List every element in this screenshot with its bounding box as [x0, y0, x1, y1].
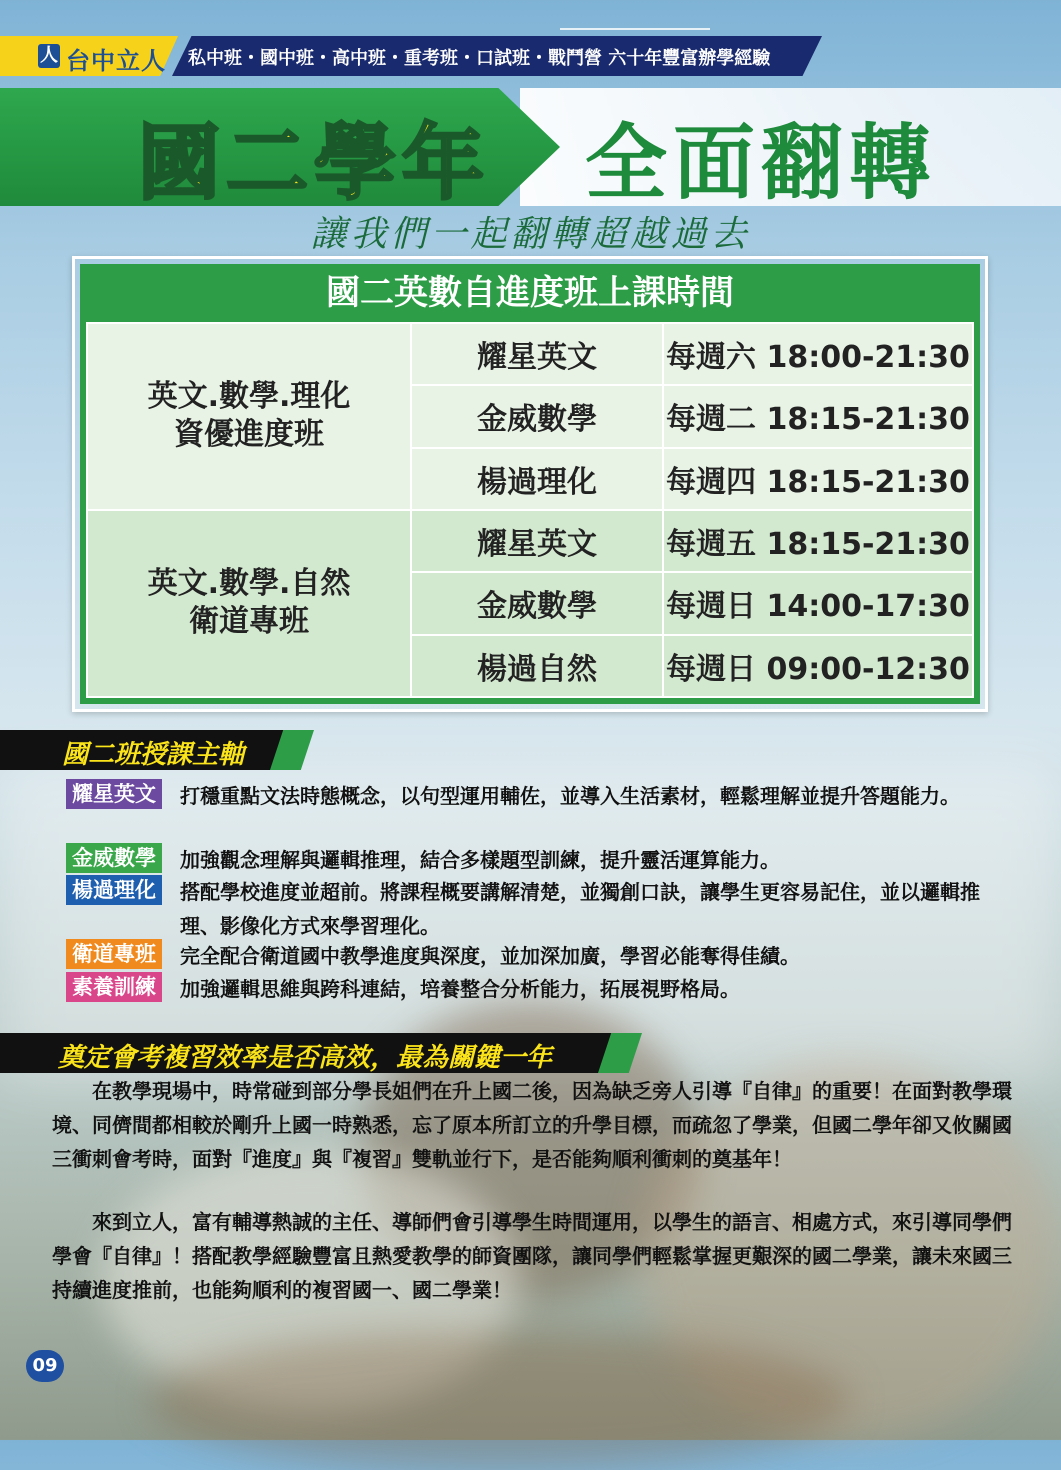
top-banner	[0, 36, 830, 76]
table-row	[87, 510, 973, 572]
time-cell: 每週日 14:00-17:30	[663, 572, 973, 634]
schedule-title: 國二英數自進度班上課時間	[326, 273, 734, 313]
person-icon: 人	[40, 45, 58, 66]
section1-heading: 國二班授課主軸	[62, 740, 245, 770]
section2-heading: 奠定會考複習效率是否高效，最為關鍵一年	[58, 1043, 553, 1073]
group-name-line1: 英文.數學.自然	[147, 566, 351, 602]
item-text: 搭配學校進度並超前。將課程概要講解清楚，並獨創口訣，讓學生更容易記住，並以邏輯推理、影像化方式來學習理化。	[180, 880, 980, 938]
subject-cell: 耀星英文	[411, 323, 663, 385]
subject-cell: 耀星英文	[411, 510, 663, 572]
subject-tag: 耀星英文	[66, 779, 162, 809]
subject-tag: 衛道專班	[66, 939, 162, 969]
subject-cell: 楊過理化	[411, 448, 663, 510]
item-text: 加強觀念理解與邏輯推理，結合多樣題型訓練，提升靈活運算能力。	[180, 848, 780, 872]
time-cell: 每週四 18:15-21:30	[663, 448, 973, 510]
paragraph: 在教學現場中，時常碰到部分學長姐們在升上國二後，因為缺乏旁人引導『自律』的重要！在面對教學環境、同儕間都相較於剛升上國一時熟悉，忘了原本所訂立的升學目標，而疏忽了學業，但國二學年卻又攸關國三衝刺會考時，面對『進度』與『複習』雙軌並行下，是否能夠順利衝刺的奠基年！	[52, 1079, 1012, 1171]
subject-cell: 金威數學	[411, 385, 663, 447]
subject-tag: 素養訓練	[66, 972, 162, 1002]
title-left: 國二學年	[138, 116, 491, 211]
subtitle: 讓我們一起翻轉超越過去	[310, 214, 751, 255]
subject-tag: 金威數學	[66, 843, 162, 873]
brand-name: 台中立人	[66, 46, 166, 75]
group-name-line1: 英文.數學.理化	[147, 379, 351, 415]
time-cell: 每週五 18:15-21:30	[663, 510, 973, 572]
page-number: 09	[26, 1350, 64, 1382]
time-cell: 每週二 18:15-21:30	[663, 385, 973, 447]
title-banner	[0, 88, 1061, 211]
subject-tag: 楊過理化	[66, 875, 162, 905]
title-right: 全面翻轉	[585, 116, 938, 211]
group-name	[87, 323, 411, 510]
time-cell: 每週六 18:00-21:30	[663, 323, 973, 385]
slogan: 私中班・國中班・高中班・重考班・口試班・戰鬥營 六十年豐富辦學經驗	[188, 48, 771, 69]
paragraph: 來到立人，富有輔導熱誠的主任、導師們會引導學生時間運用，以學生的語言、相處方式，來引導同學們學會『自律』！搭配教學經驗豐富且熱愛教學的師資團隊，讓同學們輕鬆掌握更艱深的國二學業，讓未來國三持續進度推前，也能夠順利的複習國一、國二學業！	[52, 1210, 1012, 1302]
group-name	[87, 510, 411, 697]
background-photo-table	[150, 1330, 850, 1470]
group-name-line2: 衛道專班	[189, 604, 309, 640]
item-text: 加強邏輯思維與跨科連結，培養整合分析能力，拓展視野格局。	[180, 977, 740, 1001]
table-row	[87, 323, 973, 385]
item-text: 打穩重點文法時態概念，以句型運用輔佐，並導入生活素材，輕鬆理解並提升答題能力。	[180, 784, 960, 808]
subject-cell: 楊過自然	[411, 635, 663, 697]
schedule-table	[86, 322, 974, 698]
subject-cell: 金威數學	[411, 572, 663, 634]
item-text: 完全配合衛道國中教學進度與深度，並加深加廣，學習必能奪得佳績。	[180, 944, 800, 968]
time-cell: 每週日 09:00-12:30	[663, 635, 973, 697]
group-name-line2: 資優進度班	[174, 417, 324, 453]
top-rule	[560, 28, 710, 30]
